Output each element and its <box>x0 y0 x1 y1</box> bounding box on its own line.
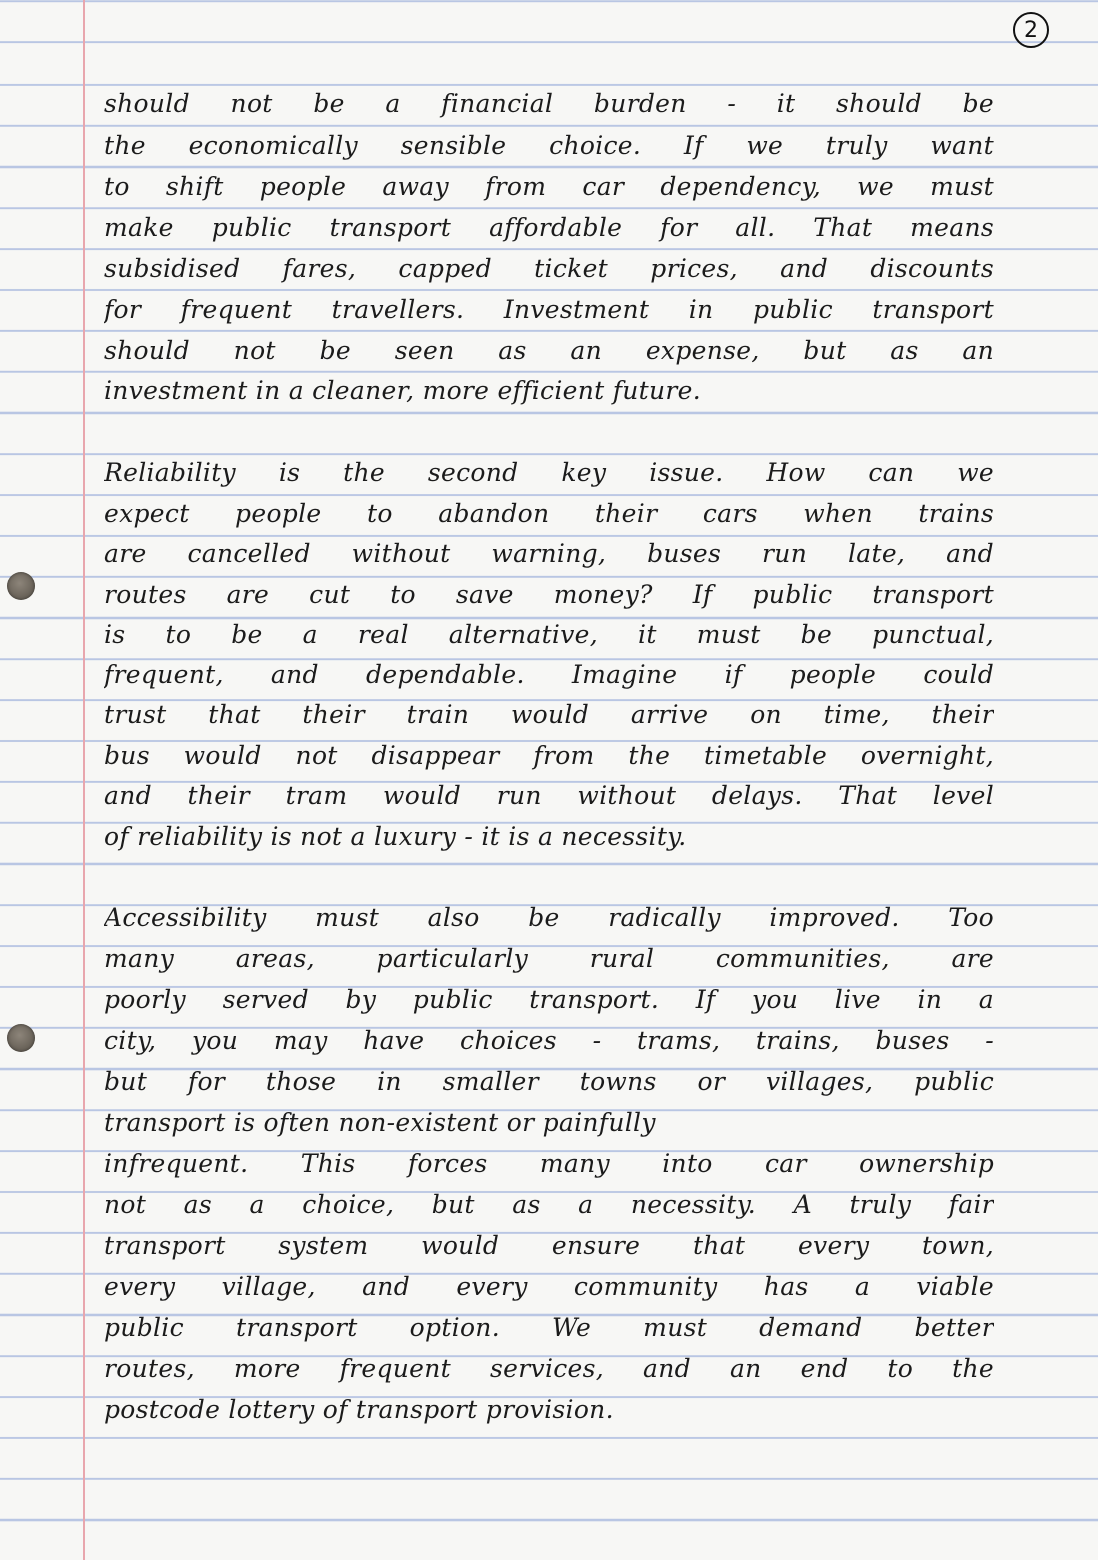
punch-hole-icon <box>7 1024 35 1052</box>
text-line: but for those in smaller towns or villages, public <box>104 1067 994 1096</box>
text-line: make public transport affordable for all. That means <box>104 213 994 242</box>
text-line: for frequent travellers. Investment in public transport <box>104 295 994 324</box>
text-line: should not be a financial burden - it should be <box>104 89 994 118</box>
text-line: not as a choice, but as a necessity. A truly fair <box>104 1190 994 1219</box>
text-line: routes, more frequent services, and an end to the <box>104 1354 994 1383</box>
text-line: subsidised fares, capped ticket prices, and discounts <box>104 254 994 283</box>
text-line: investment in a cleaner, more efficient future. <box>104 376 701 405</box>
text-line: expect people to abandon their cars when trains <box>104 499 994 528</box>
text-line: trust that their train would arrive on time, their <box>104 700 994 729</box>
text-line: are cancelled without warning, buses run late, and <box>104 539 994 568</box>
text-line: the economically sensible choice. If we truly want <box>104 131 994 160</box>
text-line: postcode lottery of transport provision. <box>104 1395 614 1424</box>
text-line: infrequent. This forces many into car ownership <box>104 1149 994 1178</box>
punch-hole-icon <box>7 572 35 600</box>
text-line: and their tram would run without delays. That level <box>104 781 994 810</box>
text-line: poorly served by public transport. If you live in a <box>104 985 994 1014</box>
text-line: routes are cut to save money? If public transport <box>104 580 994 609</box>
text-line: of reliability is not a luxury - it is a necessity. <box>104 822 687 851</box>
text-line: Accessibility must also be radically improved. Too <box>104 903 994 932</box>
text-line: every village, and every community has a viable <box>104 1272 994 1301</box>
text-line: transport is often non-existent or painfully <box>104 1108 656 1137</box>
margin-line <box>83 0 85 1560</box>
text-line: bus would not disappear from the timetable overnight, <box>104 741 994 770</box>
text-line: to shift people away from car dependency, we must <box>104 172 994 201</box>
text-line: is to be a real alternative, it must be punctual, <box>104 620 994 649</box>
text-line: should not be seen as an expense, but as an <box>104 336 994 365</box>
page-number: 2 <box>1013 12 1049 48</box>
text-line: public transport option. We must demand better <box>104 1313 994 1342</box>
text-line: frequent, and dependable. Imagine if people could <box>104 660 994 689</box>
text-line: transport system would ensure that every town, <box>104 1231 994 1260</box>
text-line: city, you may have choices - trams, trains, buses - <box>104 1026 994 1055</box>
text-line: Reliability is the second key issue. How can we <box>104 458 994 487</box>
text-line: many areas, particularly rural communities, are <box>104 944 994 973</box>
